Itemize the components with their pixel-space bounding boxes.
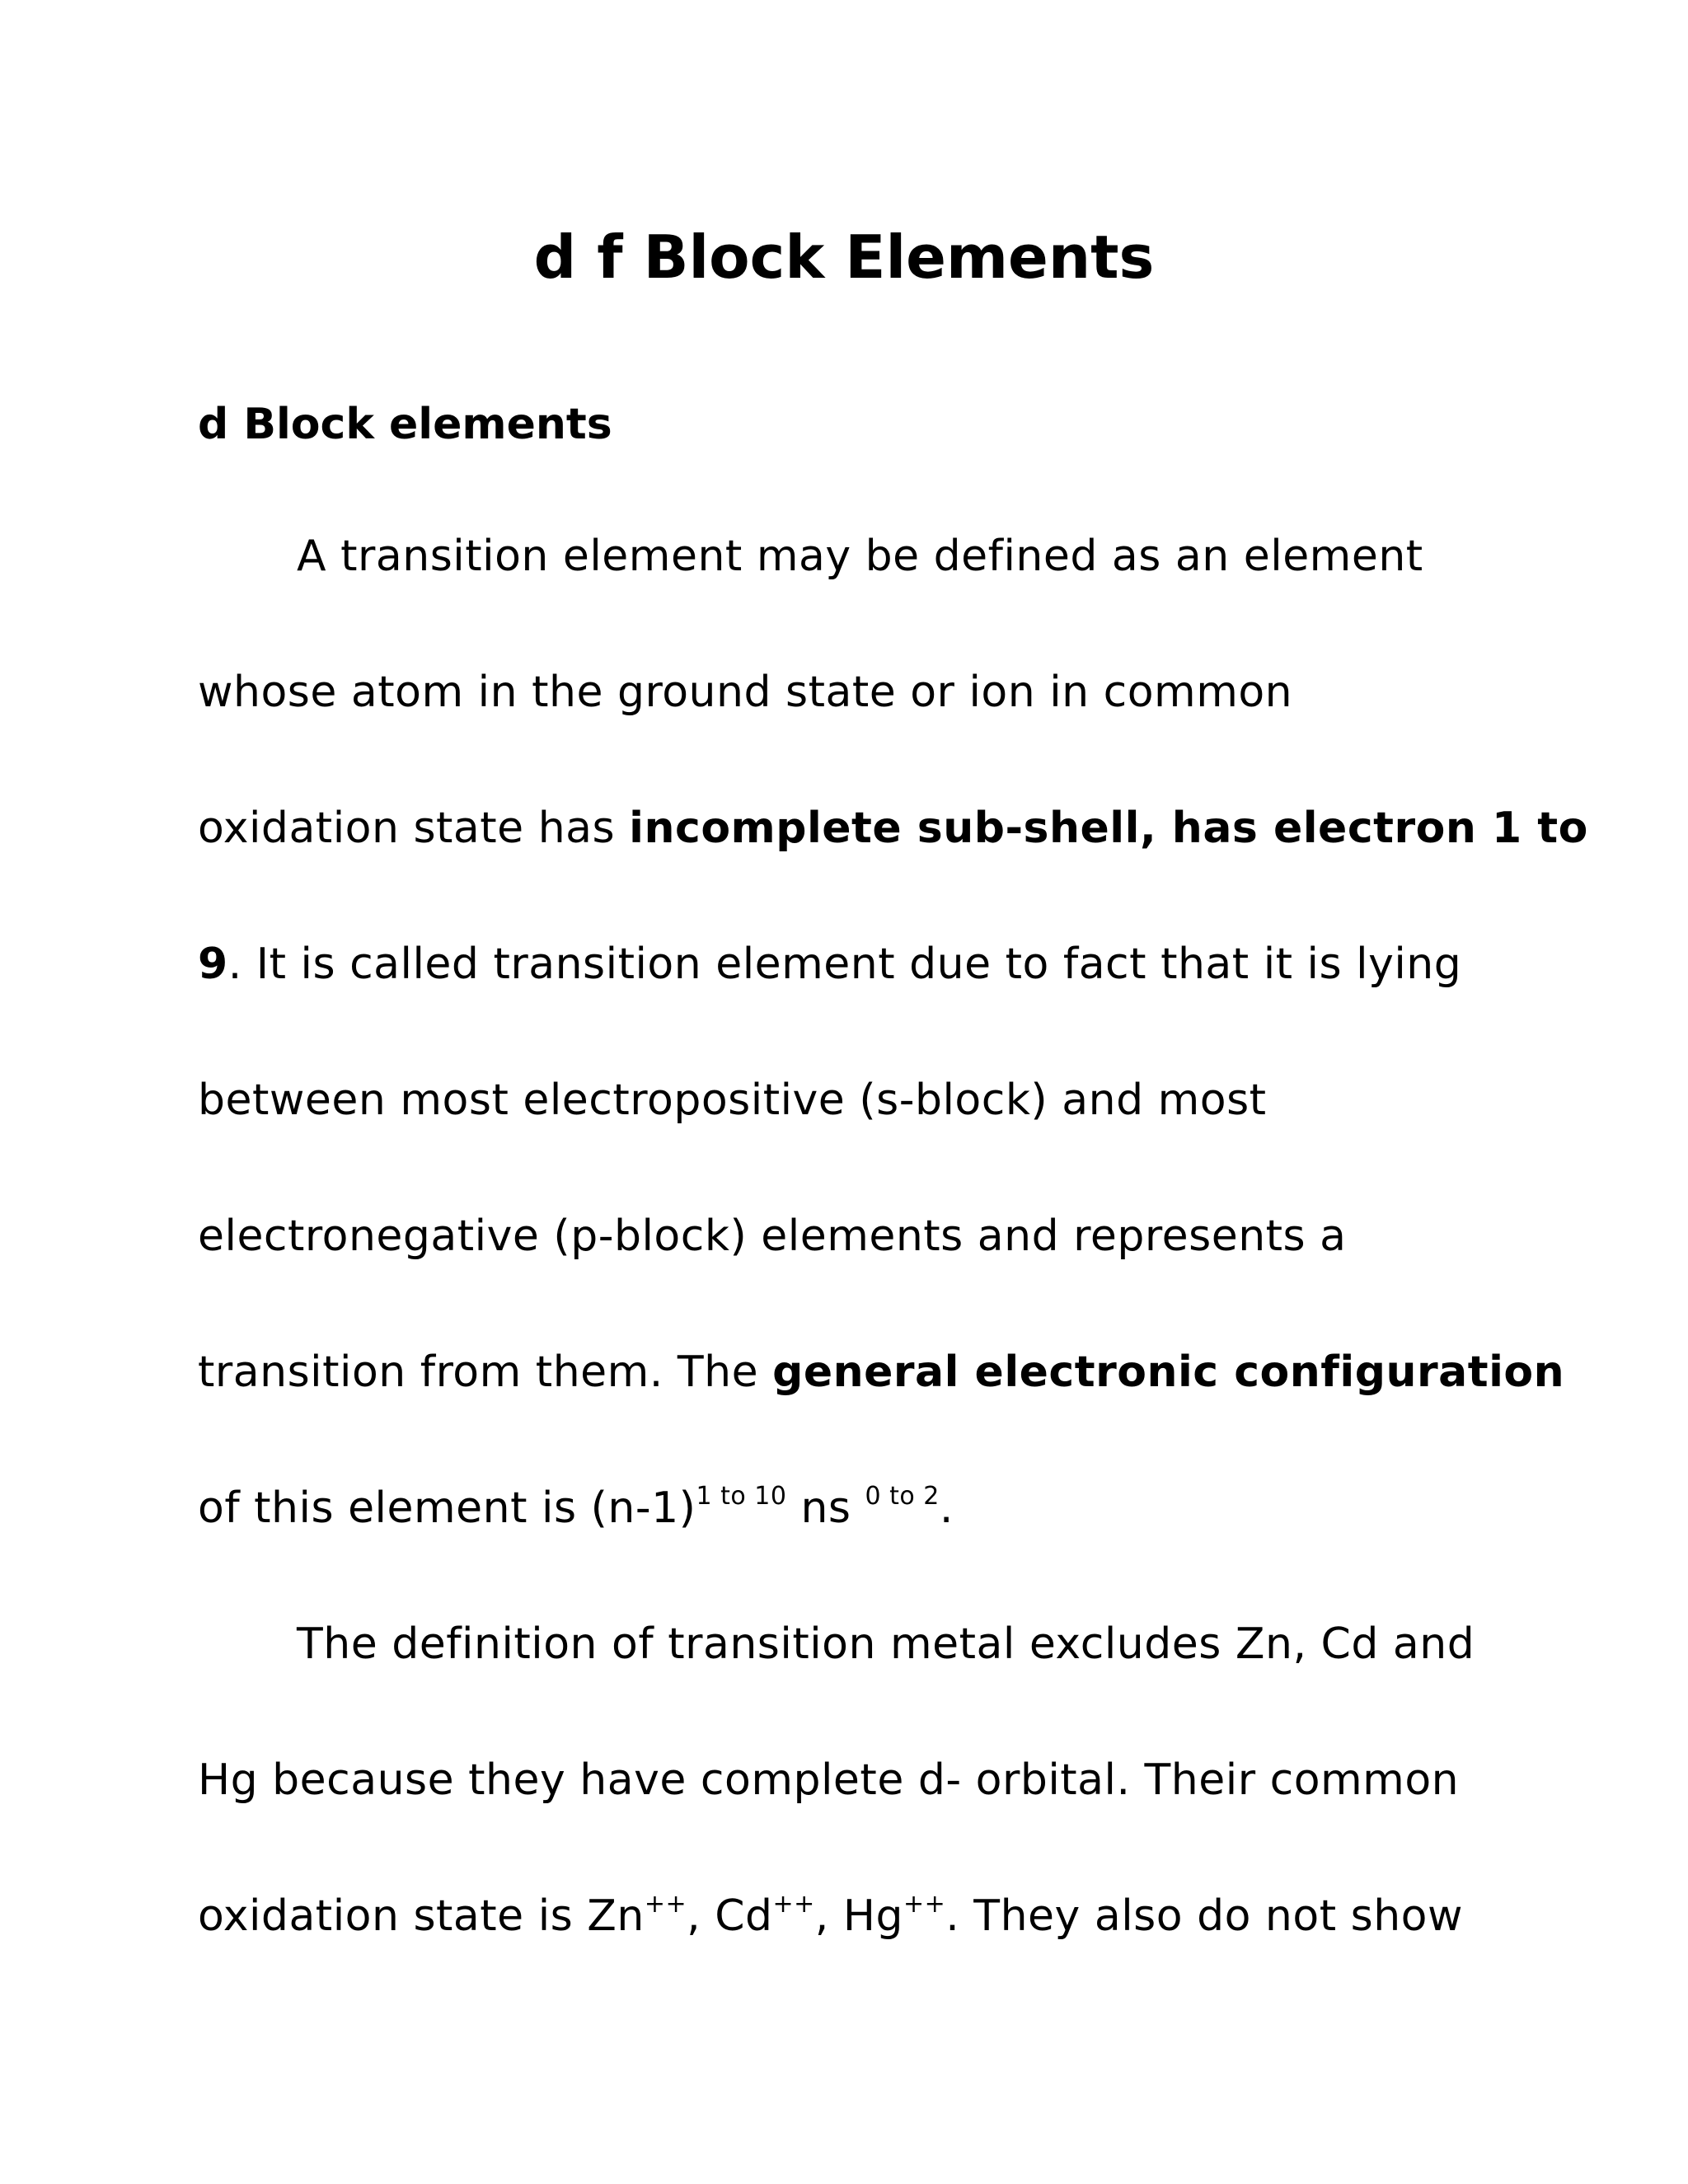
bold-text: incomplete sub-shell, has electron 1 to	[629, 804, 1588, 853]
text-run: oxidation state is Zn	[198, 1891, 645, 1941]
text-run: . It is called transition element due to fact that it is lying	[227, 940, 1462, 989]
text-line	[198, 663, 1292, 721]
text-line	[198, 1071, 1267, 1129]
text-run: electronegative (p-block) elements and represents a	[198, 1212, 1347, 1261]
text-line	[198, 935, 1461, 993]
text-line	[297, 527, 1423, 585]
superscript: ++	[644, 1890, 687, 1919]
text-run: A transition element may be defined as an element	[297, 532, 1423, 581]
text-line	[198, 1207, 1347, 1265]
text-line	[297, 1615, 1475, 1673]
bold-text: general electronic configuration	[772, 1347, 1565, 1397]
text-run: whose atom in the ground state or ion in common	[198, 668, 1293, 717]
superscript: ++	[903, 1890, 946, 1919]
text-run: , Cd	[687, 1891, 773, 1941]
superscript: 0 to 2	[865, 1482, 940, 1511]
text-run: transition from them. The	[198, 1347, 773, 1397]
page-title: d f Block Elements	[533, 223, 1155, 292]
section-heading: d Block elements	[198, 400, 612, 449]
text-line	[198, 1751, 1459, 1809]
text-run: The definition of transition metal excludes Zn, Cd and	[297, 1619, 1475, 1669]
bold-text: 9	[198, 940, 228, 989]
text-line	[198, 1343, 1564, 1401]
superscript: 1 to 10	[696, 1482, 787, 1511]
text-run: between most electropositive (s-block) and most	[198, 1076, 1267, 1125]
text-run: .	[939, 1483, 954, 1533]
text-run: Hg because they have complete d- orbital. Their common	[198, 1755, 1460, 1805]
text-line	[198, 799, 1588, 857]
text-line	[198, 1887, 1463, 1945]
superscript: ++	[772, 1890, 815, 1919]
text-run: oxidation state has	[198, 804, 630, 853]
text-run: , Hg	[814, 1891, 903, 1941]
text-run: . They also do not show	[945, 1891, 1464, 1941]
text-run: of this element is (n-1)	[198, 1483, 696, 1533]
text-line	[198, 1479, 954, 1537]
text-run: ns	[786, 1483, 865, 1533]
